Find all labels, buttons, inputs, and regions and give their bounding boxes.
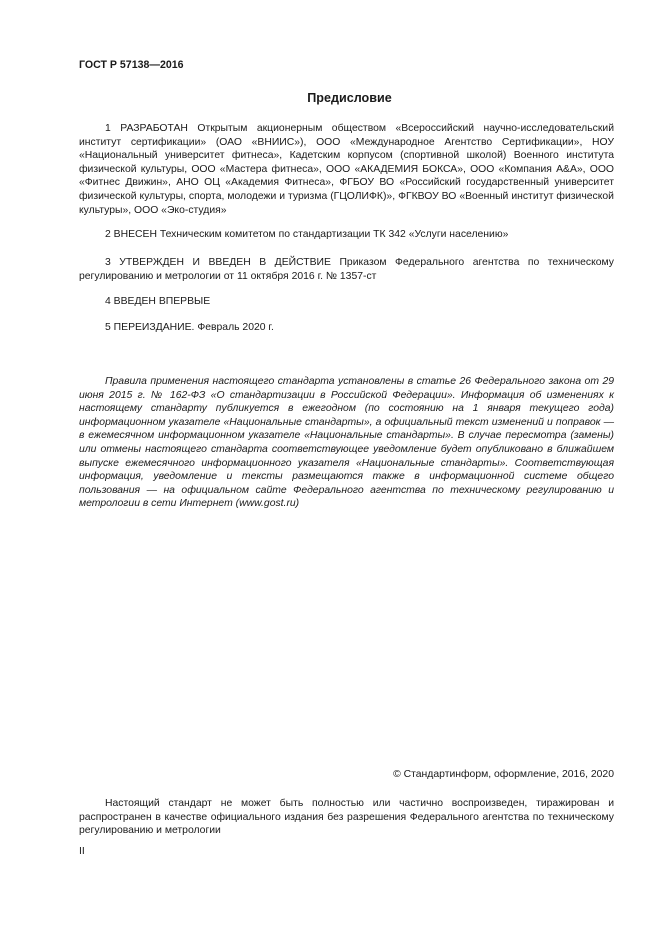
foreword-item-submitted: 2 ВНЕСЕН Техническим комитетом по стандартизации ТК 342 «Услуги населению» [105,229,509,240]
foreword-item-reissue: 5 ПЕРЕИЗДАНИЕ. Февраль 2020 г. [105,322,274,333]
standard-code-header: ГОСТ Р 57138—2016 [79,59,184,71]
copyright-line: © Стандартинформ, оформление, 2016, 2020 [393,769,614,780]
foreword-item-approved: 3 УТВЕРЖДЕН И ВВЕДЕН В ДЕЙСТВИЕ Приказом Федерального агентства по техническому регулированию и метрологии от 11 октября 2016 г. № 1357-ст [79,257,614,282]
page-title: Предисловие [307,91,392,105]
reproduction-notice: Настоящий стандарт не может быть полностью или частично воспроизведен, тиражирован и распространен в качестве официального издания без разрешения Федерального агентства по техническому регулированию и метрологии [79,798,614,837]
foreword-item-developed: 1 РАЗРАБОТАН Открытым акционерным обществом «Всероссийский научно-исследовательский институт сертификации» (ОАО «ВНИИС»), ООО «Международное Агентство Сертификации», НОУ «Национальный университет фитнеса», Кадетским корпусом (спортивной школой) Военного института физической культуры, ООО «Мастера фитнеса», ООО «АКАДЕМИЯ БОКСА», ООО «Компания А&А», ООО «Фитнес Движин», АНО ОЦ «Академия Фитнеса», ФГБОУ ВО «Российский государственный университет физической культуры, спорта, молодежи и туризма (ГЦОЛИФК)», ФГКВОУ ВО «Военный институт физической культуры», ООО «Эко-студия» [79,123,614,216]
page-number: II [79,846,85,857]
foreword-item-introduced: 4 ВВЕДЕН ВПЕРВЫЕ [105,296,211,307]
standards-application-notice: Правила применения настоящего стандарта установлены в статье 26 Федерального закона от 29 июня 2015 г. № 162-ФЗ «О стандартизации в Российской Федерации». Информация об изменениях к настоящему стандарту публикуется в ежегодном (по состоянию на 1 января текущего года) информационном указателе «Национальные стандарты», а официальный текст изменений и поправок — в ежемесячном информационном указателе «Национальные стандарты». В случае пересмотра (замены) или отмены настоящего стандарта соответствующее уведомление будет опубликовано в ближайшем выпуске ежемесячного информационного указателя «Национальные стандарты». Соответствующая информация, уведомление и тексты размещаются также в информационной системе общего пользования — на официальном сайте Федерального агентства по техническому регулированию и метрологии в сети Интернет (www.gost.ru) [79,376,614,510]
